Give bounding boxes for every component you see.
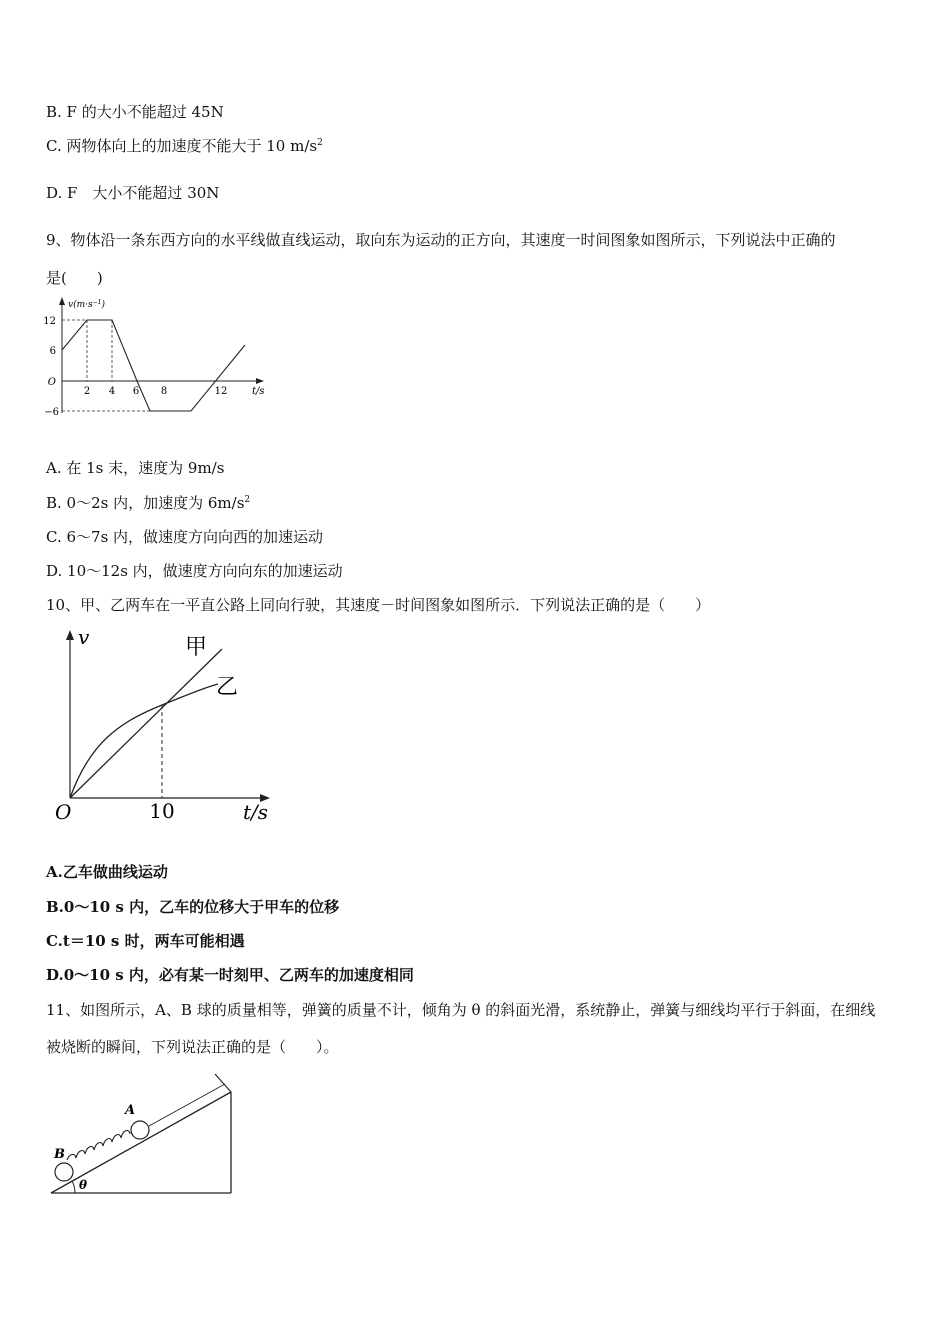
- q11-thread: [149, 1084, 225, 1126]
- q8-option-c: [46, 136, 323, 156]
- q11-ball-b: [55, 1163, 73, 1181]
- q11-spring: [67, 1131, 130, 1160]
- q11-ball-a: [131, 1121, 149, 1139]
- q10-option-c: C.t＝10 s 时，两车可能相遇: [46, 932, 245, 950]
- q10-x-axis-label: t/s: [243, 800, 269, 824]
- q11-label-theta: θ: [79, 1178, 88, 1192]
- q9-option-c: C. 6～7s 内，做速度方向向西的加速运动: [46, 528, 324, 546]
- q8-option-c-text: C. 两物体向上的加速度不能大于 10 m/s: [46, 137, 318, 155]
- q10-y-axis-label: v: [78, 625, 90, 649]
- q9-y-tick-12: 12: [43, 316, 56, 327]
- q11-label-a: A: [125, 1103, 136, 1118]
- q10-origin-label: O: [55, 800, 72, 824]
- q9-option-a: A. 在 1s 末，速度为 9m/s: [46, 459, 225, 477]
- q10-vt-graph: [50, 622, 290, 827]
- q9-stem-line-1: 9、物体沿一条东西方向的水平线做直线运动，取向东为运动的正方向，其速度一时间图象如图所示，下列说法中正确的: [46, 231, 836, 249]
- q9-x-tick-2: 2: [83, 386, 91, 397]
- q10-series-yi-label: 乙: [216, 675, 239, 700]
- q9-option-d: D. 10～12s 内，做速度方向向东的加速运动: [46, 562, 343, 580]
- q9-option-b-sup: 2: [244, 495, 251, 505]
- q9-vt-graph: [40, 295, 270, 420]
- q10-stem: 10、甲、乙两车在一平直公路上同向行驶，其速度－时间图象如图所示．下列说法正确的是（ ）: [46, 596, 711, 614]
- q9-vt-curve: [62, 320, 245, 411]
- q9-x-tick-12: 12: [214, 386, 228, 397]
- q11-stem-line-1: 11、如图所示，A、B 球的质量相等，弹簧的质量不计，倾角为 θ 的斜面光滑，系统静止，弹簧与细线均平行于斜面，在细线: [46, 1001, 876, 1019]
- q9-x-tick-8: 8: [160, 386, 168, 397]
- q11-stem-line-2: 被烧断的瞬间，下列说法正确的是（ ）。: [46, 1038, 339, 1056]
- q10-x-tick-10: 10: [149, 799, 175, 823]
- q10-line-jia: [70, 649, 222, 798]
- q8-option-c-sup: 2: [317, 138, 323, 148]
- q10-option-b: B.0～10 s 内，乙车的位移大于甲车的位移: [46, 898, 340, 916]
- q9-y-tick-6: 6: [49, 346, 56, 357]
- q9-x-axis-label: t/s: [252, 386, 265, 397]
- q9-y-tick-neg6: −6: [44, 407, 59, 418]
- q8-option-d: D. F 大小不能超过 30N: [46, 184, 220, 202]
- q10-curve-yi: [70, 684, 218, 798]
- q10-option-a: A.乙车做曲线运动: [46, 863, 168, 881]
- q9-x-tick-6: 6: [132, 386, 140, 397]
- q11-label-b: B: [54, 1147, 65, 1162]
- q9-stem-line-2: 是( ): [46, 269, 103, 287]
- q10-option-d: D.0～10 s 内，必有某一时刻甲、乙两车的加速度相同: [46, 966, 414, 984]
- q9-origin-label: O: [47, 377, 56, 388]
- q9-option-b: [46, 493, 250, 513]
- q9-y-axis-label: $v(m\cdot s^{-1})$: [68, 299, 105, 310]
- q10-series-jia-label: 甲: [185, 635, 208, 660]
- q8-option-b: B. F 的大小不能超过 45N: [46, 103, 224, 121]
- q9-x-tick-4: 4: [108, 386, 116, 397]
- q11-incline-figure: [45, 1070, 245, 1200]
- q9-option-b-text: B. 0～2s 内，加速度为 6m/s: [46, 494, 245, 512]
- q11-angle-arc: [72, 1181, 75, 1193]
